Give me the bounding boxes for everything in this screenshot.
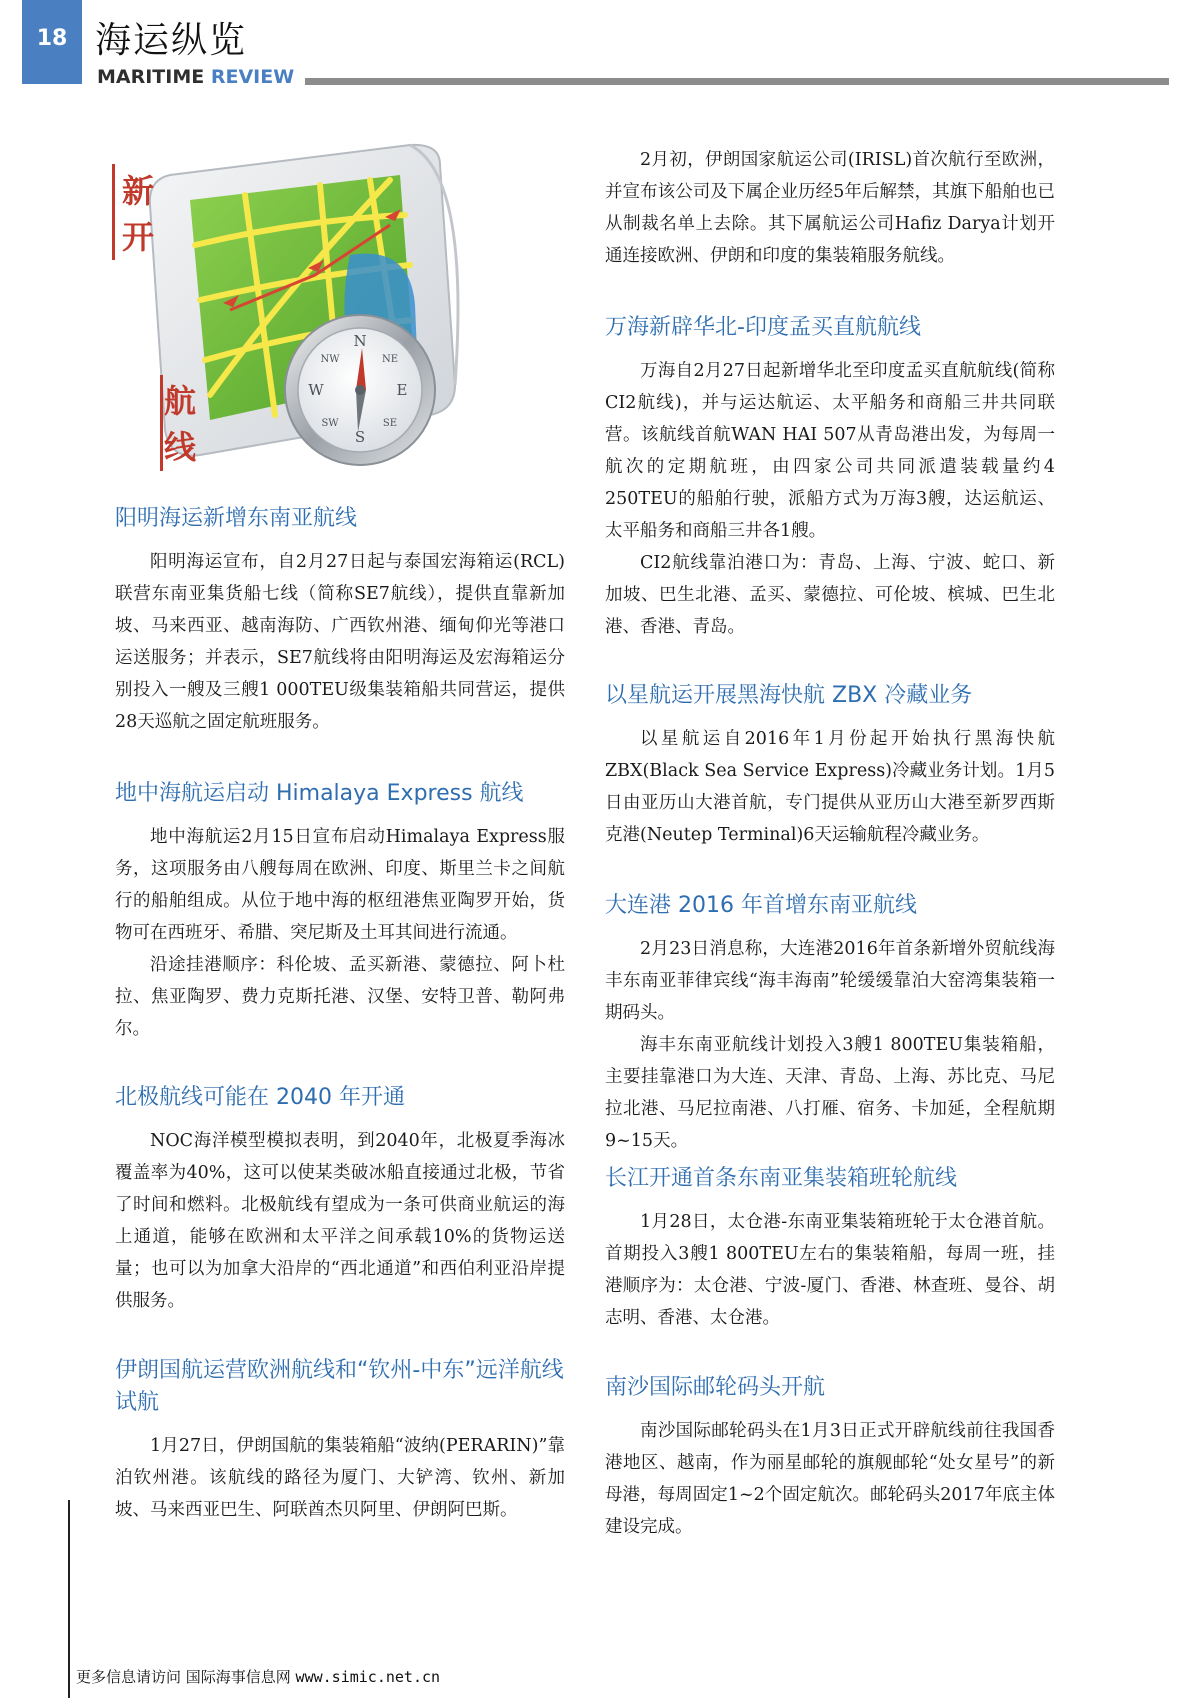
article [605,312,1055,643]
footer-vertical-rule [68,1500,70,1698]
article-title: 伊朗国航运营欧洲航线和“钦州-中东”远洋航线试航 [115,1358,564,1415]
article [115,1082,565,1317]
article-paragraph: 1月27日，伊朗国航的集装箱船“波纳(PERARIN)”靠泊钦州港。该航线的路径为厦门、大铲湾、钦州、新加坡、马来西亚巴生、阿联酋杰贝阿里、伊朗阿巴斯。 [115,1436,565,1520]
article-paragraph: 沿途挂港顺序：科伦坡、孟买新港、蒙德拉、阿卜杜拉、焦亚陶罗、费力克斯托港、汉堡、安特卫普、勒阿弗尔。 [115,955,565,1039]
article-title: 南沙国际邮轮码头开航 [605,1375,826,1400]
article-paragraph: 2月初，伊朗国家航运公司(IRISL)首次航行至欧洲，并宣布该公司及下属企业历经5年后解禁，其旗下船舶也已从制裁名单上去除。其下属航运公司Hafiz Darya计划开通连接欧洲、伊朗和印度的集装箱服务航线。 [605,150,1055,266]
article [605,890,1055,1157]
article-paragraph: 万海自2月27日起新增华北至印度孟买直航航线(简称CI2航线)，并与运达航运、太平船务和商船三井共同联营。该航线首航WAN HAI 507从青岛港出发，为每周一航次的定期航班，由四家公司共同派遣装载量约4 250TEU的船舶行驶，派船方式为万海3艘，达运航运、太平船务和商船三井各1艘。 [605,361,1055,541]
article-title: 大连港 2016 年首增东南亚航线 [605,893,917,918]
svg-text:E: E [396,381,408,399]
vertical-char: 线 [163,428,196,466]
article [605,144,1055,272]
magazine-title-cn: 海运纵览 [95,20,248,61]
vertical-char: 航 [163,382,196,420]
article-paragraph: 地中海航运2月15日宣布启动Himalaya Express服务，这项服务由八艘每周在欧洲、印度、斯里兰卡之间航行的船舶组成。从位于地中海的枢纽港焦亚陶罗开始，货物可在西班牙、希腊、突尼斯及土耳其间进行流通。 [115,827,565,943]
header-rule [305,78,1169,85]
svg-text:NW: NW [320,354,340,365]
article [115,778,565,1045]
vertical-label-bottom [162,378,198,470]
article-title: 以星航运开展黑海快航 ZBX 冷藏业务 [605,683,973,708]
footer-text: 更多信息请访问 国际海事信息网 [76,1668,296,1686]
article-paragraph: 阳明海运宣布，自2月27日起与泰国宏海箱运(RCL)联营东南亚集货船七线（简称SE7航线），提供直靠新加坡、马来西亚、越南海防、广西钦州港、缅甸仰光等港口运送服务；并表示，SE7航线将由阳明海运及宏海箱运分别投入一艘及三艘1 000TEU级集装箱船共同营运，提供28天巡航之固定航班服务。 [115,552,565,732]
magazine-title-en-part1: MARITIME [97,66,211,88]
article [605,1372,1055,1543]
article-paragraph: 2月23日消息称，大连港2016年首条新增外贸航线海丰东南亚菲律宾线“海丰海南”轮缓缓靠泊大窑湾集装箱一期码头。 [605,939,1055,1023]
article-paragraph: CI2航线靠泊港口为：青岛、上海、宁波、蛇口、新加坡、巴生北港、孟买、蒙德拉、可伦坡、槟城、巴生北港、香港、青岛。 [605,553,1055,637]
magazine-title-en [97,66,294,88]
article [115,503,565,738]
article-title: 地中海航运启动 Himalaya Express 航线 [115,781,524,806]
svg-text:SW: SW [321,418,339,429]
article-paragraph: 以星航运自2016年1月份起开始执行黑海快航ZBX(Black Sea Service Express)冷藏业务计划。1月5日由亚历山大港首航，专门提供从亚历山大港至新罗西斯克港(Neutep Terminal)6天运输航程冷藏业务。 [605,729,1055,845]
article-paragraph: 海丰东南亚航线计划投入3艘1 800TEU集装箱船，主要挂靠港口为大连、天津、青岛、上海、苏比克、马尼拉北港、马尼拉南港、八打雁、宿务、卡加延，全程航期9~15天。 [605,1035,1055,1151]
vertical-label-bar-top [112,164,115,260]
article-title: 阳明海运新增东南亚航线 [115,506,358,531]
footer [76,1666,440,1687]
svg-text:NE: NE [381,354,399,365]
vertical-char: 开 [121,218,154,256]
svg-text:N: N [353,332,367,350]
article-title: 万海新辟华北-印度孟买直航航线 [605,315,921,340]
page-number: 18 [22,0,82,84]
svg-text:S: S [354,428,366,446]
vertical-char: 新 [121,172,154,210]
article-title: 长江开通首条东南亚集装箱班轮航线 [605,1166,958,1191]
article-paragraph: 1月28日，太仓港-东南亚集装箱班轮于太仓港首航。首期投入3艘1 800TEU左右的集装箱船，每周一班，挂港顺序为：太仓港、宁波-厦门、香港、林查班、曼谷、胡志明、香港、太仓港。 [605,1212,1055,1328]
footer-url-link[interactable]: www.simic.net.cn [295,1668,441,1686]
vertical-label-top [120,168,156,260]
article [605,680,1055,851]
article [115,1355,565,1526]
article [605,1163,1055,1334]
svg-text:SE: SE [382,418,398,429]
article-paragraph: 南沙国际邮轮码头在1月3日正式开辟航线前往我国香港地区、越南，作为丽星邮轮的旗舰邮轮“处女星号”的新母港，每周固定1~2个固定航次。邮轮码头2017年底主体建设完成。 [605,1421,1055,1537]
article-title: 北极航线可能在 2040 年开通 [115,1085,405,1110]
article-paragraph: NOC海洋模型模拟表明，到2040年，北极夏季海冰覆盖率为40%，这可以使某类破冰船直接通过北极，节省了时间和燃料。北极航线有望成为一条可供商业航运的海上通道，能够在欧洲和太平洋之间承载10%的货物运送量；也可以为加拿大沿岸的“西北通道”和西伯利亚沿岸提供服务。 [115,1131,565,1311]
svg-text:W: W [308,381,324,399]
magazine-title-en-part2: REVIEW [210,66,295,88]
